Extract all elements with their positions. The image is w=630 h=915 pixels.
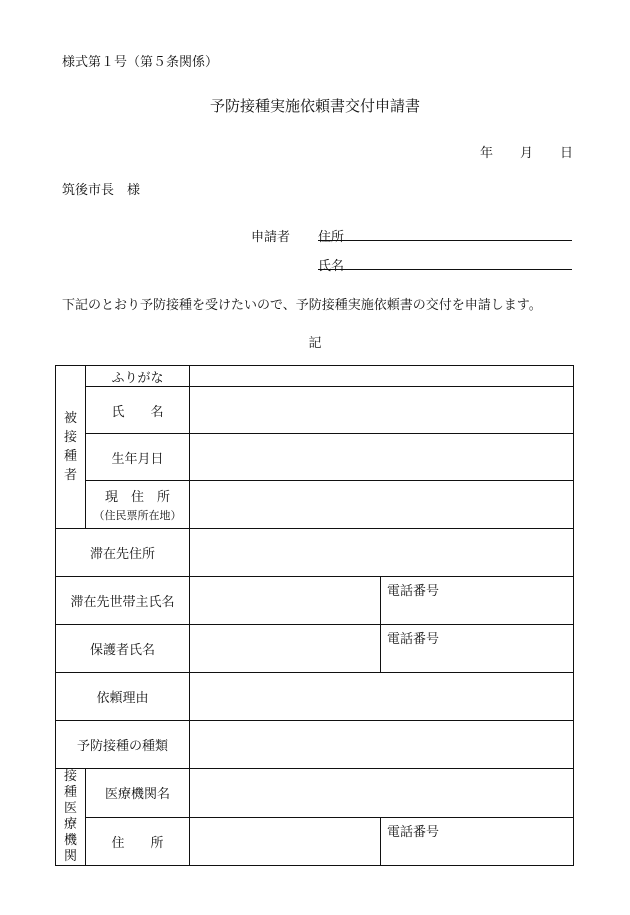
applicant-address-label: 住所 [318, 230, 345, 245]
current-address-note: （住民票所在地） [93, 509, 182, 522]
current-address-field[interactable] [190, 481, 574, 529]
household-head-label: 滞在先世帯主氏名 [56, 577, 190, 625]
furigana-label: ふりがな [86, 366, 190, 387]
request-statement: 下記のとおり予防接種を受けたいので、予防接種実施依頼書の交付を申請します。 [62, 298, 542, 313]
guardian-field[interactable] [190, 625, 381, 673]
reason-field[interactable] [190, 673, 574, 721]
institution-name-label: 医療機関名 [86, 769, 190, 818]
applicant-label: 申請者 [251, 230, 291, 245]
vaccine-type-label: 予防接種の種類 [56, 721, 190, 769]
institution-address-label: 住 所 [86, 817, 190, 866]
table-row-institution-address [56, 817, 574, 866]
table-row-name [56, 387, 574, 434]
name-field[interactable] [190, 387, 574, 434]
guardian-label: 保護者氏名 [56, 625, 190, 673]
institution-group-label: 接 種 医 療 機 関 [56, 769, 86, 866]
table-row-furigana [56, 366, 574, 387]
application-table [55, 365, 574, 866]
subject-group-label: 被 接 種 者 [56, 366, 86, 529]
date-year-label: 年 [480, 146, 494, 161]
table-row-guardian [56, 625, 574, 673]
reason-label: 依頼理由 [56, 673, 190, 721]
birthdate-field[interactable] [190, 434, 574, 481]
table-row-birthdate [56, 434, 574, 481]
ki-label: 記 [308, 336, 322, 351]
institution-address-field[interactable] [190, 817, 381, 866]
table-row-reason [56, 673, 574, 721]
date-day-label: 日 [560, 146, 574, 161]
name-label: 氏 名 [86, 387, 190, 434]
stay-address-field[interactable] [190, 529, 574, 577]
institution-name-field[interactable] [190, 769, 574, 818]
addressee: 筑後市長 様 [62, 183, 141, 198]
furigana-field[interactable] [190, 366, 574, 387]
household-head-phone-field[interactable]: 電話番号 [381, 577, 574, 625]
table-row-institution-name [56, 769, 574, 818]
birthdate-label: 生年月日 [86, 434, 190, 481]
stay-address-label: 滞在先住所 [56, 529, 190, 577]
document-title: 予防接種実施依頼書交付申請書 [209, 97, 420, 115]
table-row-vaccine-type [56, 721, 574, 769]
form-number: 様式第１号（第５条関係） [62, 55, 219, 70]
institution-phone-field[interactable]: 電話番号 [381, 817, 574, 866]
current-address-label: 現 住 所 （住民票所在地） [86, 481, 190, 529]
household-head-field[interactable] [190, 577, 381, 625]
table-row-stay-address [56, 529, 574, 577]
vaccine-type-field[interactable] [190, 721, 574, 769]
applicant-name-label: 氏名 [318, 259, 345, 274]
table-row-household-head [56, 577, 574, 625]
applicant-address-line[interactable] [318, 240, 572, 241]
applicant-name-line[interactable] [318, 269, 572, 270]
date-month-label: 月 [520, 146, 534, 161]
guardian-phone-field[interactable]: 電話番号 [381, 625, 574, 673]
table-row-current-address [56, 481, 574, 529]
